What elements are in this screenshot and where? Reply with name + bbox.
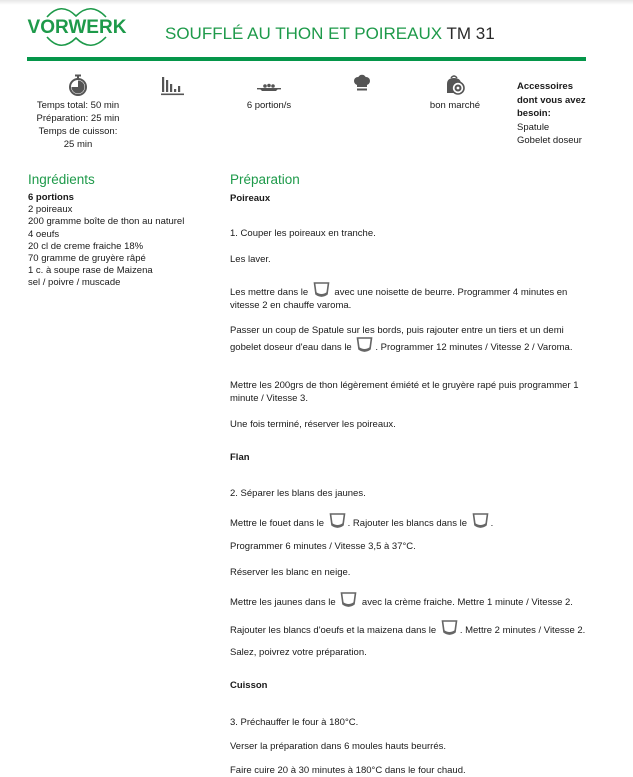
- brand-name: VORWERK: [27, 17, 127, 38]
- info-portions: [234, 74, 304, 112]
- ingredient-item: 200 gramme boîte de thon au naturel: [28, 216, 185, 228]
- recipe-name: SOUFFLÉ AU THON ET POIREAUX: [165, 24, 443, 43]
- thermomix-bowl-icon: [441, 620, 458, 636]
- ingredient-item: 20 cl de creme fraiche 18%: [28, 240, 144, 252]
- ingredients-heading: Ingrédients: [28, 172, 95, 187]
- dish-icon: [256, 74, 282, 96]
- stopwatch-icon: [68, 74, 88, 96]
- accessories-title-1: Accessoires: [517, 81, 573, 92]
- thermomix-bowl-icon: [313, 282, 330, 298]
- info-cost: [420, 74, 490, 112]
- time-cook-label: Temps de cuisson:: [38, 126, 118, 137]
- prep-step: Mettre les 200grs de thon légèrement émiété et le gruyère rapé puis programmer 1 minute / Vitesse 3.: [230, 380, 579, 404]
- recipe-title: [165, 24, 495, 44]
- preparation-heading: Préparation: [230, 172, 300, 187]
- thermomix-bowl-icon: [340, 592, 357, 608]
- step-text: . Mettre 2 minutes / Vitesse 2.: [459, 625, 586, 636]
- vorwerk-logo: [25, 3, 129, 51]
- prep-step: 2. Séparer les blans des jaunes.: [230, 488, 366, 499]
- time-cook-value: 25 min: [63, 139, 93, 150]
- chef-hat-icon: [351, 74, 373, 96]
- prep-step: Salez, poivrez votre préparation.: [230, 647, 367, 658]
- portions-label: 6 portion/s: [246, 100, 292, 111]
- purse-icon: [443, 74, 467, 96]
- prep-step: [230, 513, 590, 530]
- ingredient-item: 2 poireaux: [28, 204, 73, 216]
- prep-step: Les laver.: [230, 254, 271, 265]
- ingredients-section: [28, 172, 218, 290]
- prep-step: [230, 324, 590, 354]
- step-text: .: [490, 518, 494, 529]
- thermomix-model: TM 31: [446, 24, 495, 43]
- prep-step: [230, 620, 590, 637]
- accessories-title-2: dont vous avez: [517, 94, 586, 106]
- ingredient-item: sel / poivre / muscade: [28, 277, 121, 289]
- step-text: . Programmer 12 minutes / Vitesse 2 / Varoma.: [375, 342, 573, 353]
- thermomix-bowl-icon: [329, 513, 346, 529]
- ingredient-item: 4 oeufs: [28, 228, 60, 240]
- prep-step: Faire cuire 20 à 30 minutes à 180°C dans le four chaud.: [230, 765, 466, 776]
- prep-step: Verser la préparation dans 6 moules hauts beurrés.: [230, 741, 446, 752]
- header-divider: [27, 57, 586, 61]
- step-text: avec la crème fraiche. Mettre 1 minute / Vitesse 2.: [359, 597, 573, 608]
- step-text: Rajouter les blancs d'oeufs et la maizena dans le: [230, 625, 439, 636]
- info-time: [28, 74, 128, 151]
- thermomix-bowl-icon: [472, 513, 489, 529]
- step-text: Passer un coup de Spatule sur les bords, puis rajouter entre un tiers et un demi gobelet doseur d'eau dans le: [230, 325, 564, 353]
- section-title-flan: Flan: [230, 452, 250, 463]
- accessories-title-3: besoin:: [517, 108, 551, 119]
- section-title-poireaux: Poireaux: [230, 193, 271, 204]
- time-total: Temps total: 50 min: [36, 100, 120, 111]
- prep-step: [230, 282, 590, 312]
- ingredients-list: [28, 192, 218, 290]
- thermomix-bowl-icon: [356, 337, 373, 353]
- ingredients-portions: 6 portions: [28, 192, 74, 203]
- ingredient-item: 1 c. à soupe rase de Maizena: [28, 265, 153, 277]
- difficulty-bars-icon: [160, 74, 186, 96]
- step-text: Les mettre dans le: [230, 287, 311, 298]
- accessory-item: Spatule: [517, 121, 550, 133]
- step-text: Mettre les jaunes dans le: [230, 597, 339, 608]
- accessory-item: Gobelet doseur: [517, 135, 582, 146]
- prep-step: 1. Couper les poireaux en tranche.: [230, 228, 376, 239]
- accessories-panel: [517, 80, 627, 148]
- step-text: avec une noisette de beurre. Programmer 4 minutes en vitesse 2 en chauffe varoma.: [230, 287, 568, 311]
- prep-step: Une fois terminé, réserver les poireaux.: [230, 419, 396, 430]
- step-text: Mettre le fouet dans le: [230, 518, 327, 529]
- section-title-cuisson: Cuisson: [230, 680, 268, 691]
- info-chef: [340, 74, 384, 99]
- step-text: . Rajouter les blancs dans le: [347, 518, 470, 529]
- prep-step: Programmer 6 minutes / Vitesse 3,5 à 37°C.: [230, 541, 416, 552]
- prep-step: 3. Préchauffer le four à 180°C.: [230, 717, 359, 728]
- cost-label: bon marché: [429, 100, 481, 111]
- time-prep: Préparation: 25 min: [36, 113, 120, 124]
- ingredient-item: 70 gramme de gruyère râpé: [28, 253, 146, 265]
- prep-step: Réserver les blanc en neige.: [230, 567, 351, 578]
- prep-step: [230, 592, 590, 609]
- preparation-section: [230, 172, 600, 776]
- info-difficulty: [150, 74, 196, 99]
